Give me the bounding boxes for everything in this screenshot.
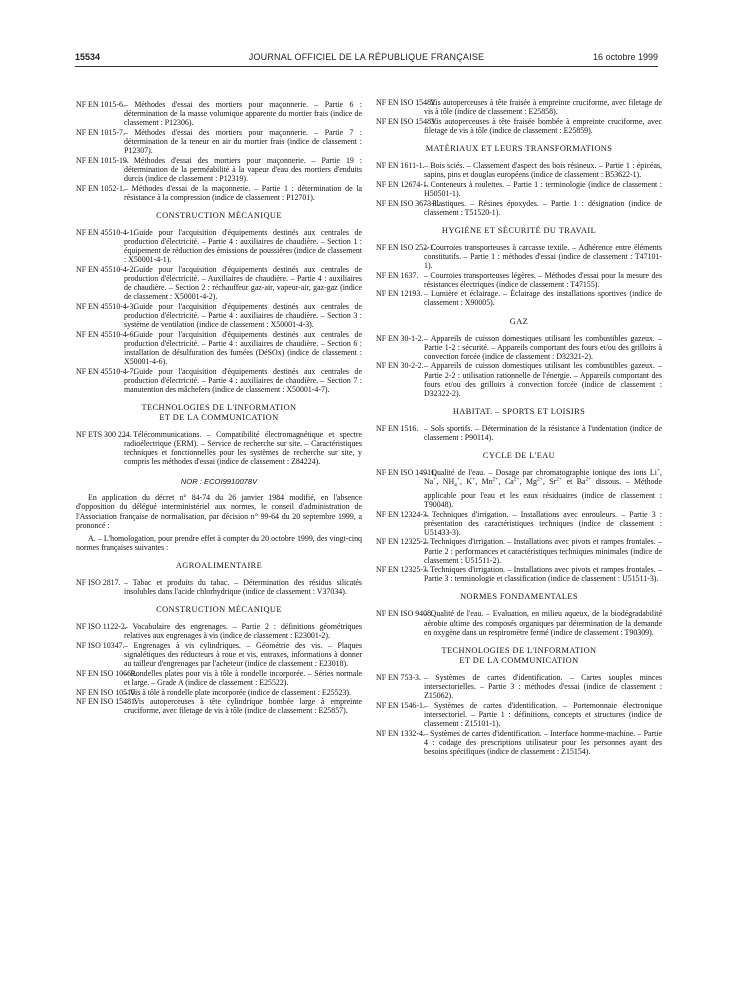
norm-text: – Guide pour l'acquisition d'équipements destinés aux centrales de production d'électricité. – Partie 4 : auxiliaires de chaudière. – Section 3 : système de ventilation (indice de classement : X50001-4-3). bbox=[124, 301, 362, 329]
norm-code: NF EN 45510-4-7. bbox=[76, 366, 136, 376]
norm-text: – Systèmes de cartes d'identification. – Interface homme-machine. – Partie 4 : codage des prescriptions utilisateur pour les personnes ayant des besoins spécifiques (indice de classement : Z15154). bbox=[424, 728, 662, 756]
norm-code: NF EN ISO 10510. bbox=[76, 687, 137, 697]
norm-text: – Appareils de cuisson domestiques utilisant les combustibles gazeux. – Partie 1-2 : sécurité. – Appareils comportant des fours et/ou des grilloirs à convection forcée (indice de classement : D32321-2). bbox=[424, 333, 662, 361]
norm-text: – Systèmes de cartes d'identification. – Portemonnaie électronique intersectoriel. – Partie 1 : définitions, concepts et structures (indice de classement : Z15101-1). bbox=[424, 700, 662, 728]
norm-entry bbox=[76, 367, 362, 394]
norm-entry bbox=[376, 199, 662, 217]
norm-text: – Guide pour l'acquisition d'équipements destinés aux centrales de production d'électricité. – Auxiliaires de chaudière. – Partie 4 : auxiliaires de chaudière. – Section 2 : réchauffeur gaz-air, vapeur-air, gaz-gaz (indice de classement : X50001-4-2). bbox=[124, 264, 362, 302]
norm-entry bbox=[376, 537, 662, 564]
norm-text: – Vis à tôle à rondelle plate incorporée (indice de classement : E25523). bbox=[124, 687, 352, 697]
norm-text: – Méthodes d'essai des mortiers pour maçonnerie. – Partie 6 : détermination de la masse volumique apparente du mortier frais (indice de classement : P12306). bbox=[124, 100, 362, 128]
norm-code: NF ETS 300 224. bbox=[76, 429, 132, 439]
norm-entry bbox=[76, 228, 362, 264]
norm-text: – Vis autoperceuses à tête cylindrique bombée large à empreinte cruciforme, avec filetage de vis à tôle (indice de classement : E25857). bbox=[124, 697, 362, 716]
norm-entry bbox=[76, 430, 362, 466]
section-heading: CONSTRUCTION MÉCANIQUE bbox=[156, 605, 282, 615]
section-heading-line: TECHNOLOGIES DE L'INFORMATION bbox=[141, 402, 297, 412]
page-header bbox=[75, 52, 658, 64]
left-column bbox=[76, 100, 362, 716]
norm-text: – Techniques d'irrigation. – Installations avec pivots et rampes frontales. – Partie 3 : terminologie et classification (indice de classement : U51511-3). bbox=[424, 565, 662, 584]
section-heading-line: ET DE LA COMMUNICATION bbox=[459, 655, 579, 665]
section-heading: GAZ bbox=[509, 316, 529, 326]
section-heading: HABITAT. – SPORTS ET LOISIRS bbox=[452, 406, 586, 416]
norm-text: – Guide pour l'acquisition d'équipements destinés aux centrales de production d'électricité. – Partie 4 : auxiliaires de chaudière. – Section 1 : équipement de réduction des émissions de poussières (indice de classement : X50001-4-1). bbox=[124, 227, 362, 265]
norm-code: NF EN 1052-1. bbox=[76, 183, 125, 193]
norm-text: – Vis autoperceuses à tête fraisée bombée à empreinte cruciforme, avec filetage de vis à tôle (indice de classement : E25859). bbox=[424, 116, 662, 135]
norm-code: NF EN ISO 15482. bbox=[376, 98, 437, 107]
section-heading: AGROALIMENTAIRE bbox=[175, 560, 263, 570]
norm-code: NF EN 12325-3. bbox=[376, 565, 429, 575]
norm-code: NF EN 1015-7. bbox=[76, 127, 125, 137]
norm-text: – Conteneurs à roulettes. – Partie 1 : terminologie (indice de classement : H50501-1). bbox=[424, 179, 662, 198]
norm-code: NF EN 12325-2. bbox=[376, 537, 429, 547]
norm-entry bbox=[376, 673, 662, 700]
norm-code: NF EN 1637. bbox=[376, 270, 419, 280]
norm-entry bbox=[376, 609, 662, 636]
norm-text: – Courroies transporteuses légères. – Méthodes d'essai pour la mesure des résistances électriques (indice de classement : T47155). bbox=[424, 270, 662, 289]
norm-entry bbox=[376, 334, 662, 361]
norm-text: – Lumière et éclairage. – Éclairage des installations sportives (indice de classement : X90005). bbox=[424, 289, 662, 308]
homologation-paragraph: A. – L'homologation, pour prendre effet à compter du 20 octobre 1999, des vingt-cinq normes françaises suivantes : bbox=[76, 533, 362, 552]
norm-entry bbox=[376, 729, 662, 756]
section-heading: CONSTRUCTION MÉCANIQUE bbox=[156, 210, 282, 220]
norm-text: – Engrenages à vis cylindriques. – Géométrie des vis. – Plaques signalétiques des réducteurs à roue et vis, entraxes, informations à donner au tailleur d'engrenages par l'acheteur (indice de classement : E23018). bbox=[124, 640, 362, 669]
norm-entry bbox=[76, 641, 362, 668]
norm-code: NF EN 12324-3. bbox=[376, 509, 429, 519]
norm-entry bbox=[76, 128, 362, 155]
norm-entry bbox=[76, 688, 362, 697]
section-heading-line: ET DE LA COMMUNICATION bbox=[159, 412, 279, 422]
norm-code: NF EN 753-3. bbox=[376, 672, 421, 682]
norm-code: NF EN 1611-1. bbox=[376, 160, 425, 170]
norm-text: – Rondelles plates pour vis à tôle à rondelle incorporée. – Séries normale et large. – Grade A (indice de classement : E25522). bbox=[124, 668, 362, 687]
norm-text: – Courroies transporteuses à carcasse textile. – Adhérence entre éléments constitutifs. – Partie 1 : méthodes d'essai (indice de classement : T47101-1). bbox=[424, 242, 662, 270]
norm-code: NF EN 1546-1. bbox=[376, 700, 425, 710]
decision-paragraph: En application du décret n° 84-74 du 26 janvier 1984 modifié, en l'absence d'opposition du délégué interministériel aux normes, le conseil d'administration de l'Association française de normalisation, par décision n° 99-64 du 20 septembre 1999, a prononcé : bbox=[76, 493, 362, 530]
section-heading: MATÉRIAUX ET LEURS TRANSFORMATIONS bbox=[425, 143, 613, 153]
norm-entry bbox=[376, 701, 662, 728]
norm-code: NF EN 1516. bbox=[376, 423, 419, 433]
norm-text: – Bois sciés. – Classement d'aspect des bois résineux. – Partie 1 : épicéas, sapins, pins et douglas européens (indice de classement : B53622-1). bbox=[424, 160, 662, 180]
section-heading-line: TECHNOLOGIES DE L'INFORMATION bbox=[441, 645, 597, 655]
section-heading: CYCLE DE L'EAU bbox=[482, 451, 556, 460]
norm-text: – Méthodes d'essai des mortiers pour maçonnerie. – Partie 19 : détermination de la perméabilité à la vapeur d'eau des mortiers d'enduits durcis (indice de classement : P12319). bbox=[124, 155, 362, 183]
norm-entry bbox=[376, 510, 662, 537]
norm-entry bbox=[76, 156, 362, 183]
norm-entry bbox=[76, 330, 362, 366]
norm-text: – Techniques d'irrigation. – Installations avec pivots et rampes frontales. – Partie 2 : performances et caractéristiques techniques minimales (indice de classement : U51511-2). bbox=[424, 537, 662, 565]
section-heading bbox=[76, 403, 362, 423]
norm-text: – Techniques d'irrigation. – Installations avec enrouleurs. – Partie 3 : présentation des caractéristiques techniques (indice de classement : U51433-3). bbox=[424, 509, 662, 537]
norm-entry bbox=[76, 265, 362, 301]
norm-entry bbox=[376, 243, 662, 270]
norm-entry bbox=[376, 289, 662, 307]
right-column bbox=[376, 98, 662, 756]
norm-code: NF EN 12674-1. bbox=[376, 179, 429, 189]
nor-reference: NOR : ECOI9910078V bbox=[180, 477, 258, 487]
section-heading: NORMES FONDAMENTALES bbox=[460, 592, 578, 602]
norm-code: NF EN 30-1-2. bbox=[376, 333, 424, 343]
norm-code: NF ISO 1122-2. bbox=[76, 622, 127, 632]
norm-entry bbox=[376, 565, 662, 583]
norm-entry bbox=[76, 184, 362, 202]
norm-code: NF EN ISO 15483. bbox=[376, 116, 437, 126]
norm-code: NF EN 12193. bbox=[376, 289, 423, 299]
norm-entry bbox=[376, 180, 662, 198]
norm-entry bbox=[376, 424, 662, 442]
norm-code: NF EN ISO 9408. bbox=[376, 609, 433, 619]
norm-text: – Qualité de l'eau. – Evaluation, en milieu aqueux, de la biodégradabilité aérobie ultime des composés organiques par détermination de la demande en oxygène dans un respiromètre fermé (indice de classement : T90309). bbox=[424, 609, 662, 637]
norm-code: NF EN 45510-4-3. bbox=[76, 301, 136, 311]
norm-entry bbox=[76, 669, 362, 687]
issue-date: 16 octobre 1999 bbox=[592, 52, 658, 62]
section-heading: HYGIÈNE ET SÉCURITÉ DU TRAVAIL bbox=[441, 225, 597, 235]
norm-code: NF EN ISO 3673-1. bbox=[376, 198, 440, 208]
norm-entry bbox=[376, 468, 662, 509]
section-heading bbox=[376, 646, 662, 666]
norm-entry bbox=[76, 697, 362, 715]
header-rule bbox=[75, 66, 658, 67]
norm-code: NF EN 45510-4-2. bbox=[76, 264, 136, 274]
norm-entry bbox=[376, 271, 662, 289]
norm-text: – Tabac et produits du tabac. – Détermination des résidus silicatés insolubles dans l'acide chlorhydrique (indice de classement : V37034). bbox=[124, 577, 362, 596]
norm-entry bbox=[76, 622, 362, 640]
norm-entry bbox=[376, 98, 662, 116]
norm-code: NF EN ISO 252-1. bbox=[376, 242, 436, 252]
norm-entry bbox=[376, 361, 662, 397]
norm-code: NF EN ISO 15481. bbox=[76, 697, 137, 707]
norm-text: – Qualité de l'eau. – Dosage par chromatographie ionique des ions Li+, Na+, $NH_4^+$, K+, $Mn^{2+}$, $Ca^{2+}$, $Mg^{2+}$, $Sr^{2+}$ et $Ba^{2+}$ dissous. – Méthode applicable pour l'eau et les eaux résiduaires (indice de classement : T90048). bbox=[424, 467, 662, 509]
norm-code: NF EN 45510-4-1. bbox=[76, 227, 136, 237]
norm-code: NF EN 30-2-2. bbox=[376, 361, 424, 371]
norm-code: NF ISO 2817. bbox=[76, 577, 121, 587]
page-number: 15534 bbox=[75, 52, 101, 62]
norm-text: – Guide pour l'acquisition d'équipements destinés aux centrales de production d'électricité. – Partie 4 : auxiliaires de chaudière. – Section 7 : manutention des mâchefers (indice de classement : X50001-4-7). bbox=[124, 366, 362, 394]
norm-text: – Appareils de cuisson domestiques utilisant les combustibles gazeux. – Partie 2-2 : utilisation rationnelle de l'énergie. – Appareils comportant des fours et/ou des grilloirs à convection forcée (indice de classement : D32322-2). bbox=[424, 361, 662, 398]
norm-text: – Sols sportifs. – Détermination de la résistance à l'indentation (indice de classement : P90114). bbox=[424, 423, 662, 442]
norm-text: – Vis autoperceuses à tête fraisée à empreinte cruciforme, avec filetage de vis à tôle (indice de classement : E25858). bbox=[424, 98, 662, 117]
journal-title: JOURNAL OFFICIEL DE LA RÉPUBLIQUE FRANÇAISE bbox=[248, 52, 485, 62]
norm-entry bbox=[76, 100, 362, 127]
norm-code: NF EN ISO 14911. bbox=[376, 468, 437, 477]
norm-text: – Méthodes d'essai des mortiers pour maçonnerie. – Partie 7 : détermination de la teneur en air du mortier frais (indice de classement : P12307). bbox=[124, 127, 362, 156]
norm-text: – Méthodes d'essai de la maçonnerie. – Partie 1 : détermination de la résistance à la compression (indice de classement : P12701). bbox=[124, 183, 362, 202]
norm-text: – Systèmes de cartes d'identification. – Cartes souples minces intersectorielles. – Partie 3 : méthodes d'essai (indice de classement : Z15062). bbox=[424, 672, 662, 700]
norm-entry bbox=[76, 578, 362, 596]
norm-code: NF EN 1015-6. bbox=[76, 100, 125, 109]
norm-text: – Plastiques. – Résines époxydes. – Partie 1 : désignation (indice de classement : T51520-1). bbox=[424, 198, 662, 217]
norm-entry bbox=[376, 117, 662, 135]
norm-text: – Guide pour l'acquisition d'équipements destinés aux centrales de production d'électricité. – Partie 4 : auxiliaires de chaudière. – Section 6 : installation de désulfuration des fumées (DéSOx) (indice de classement : X50001-4-6). bbox=[124, 329, 362, 366]
norm-code: NF ISO 10347. bbox=[76, 640, 125, 650]
norm-code: NF EN 1015-19. bbox=[76, 155, 129, 165]
norm-text: – Télécommunications. – Compatibilité électromagnétique et spectre radioélectrique (ERM). – Service de recherche sur site. – Caractéristiques techniques et fonctionnelles pour les systèmes de recherche sur site, y compris les méthodes d'essai (indice de classement : Z84224). bbox=[124, 429, 362, 467]
norm-code: NF EN ISO 10669. bbox=[76, 668, 137, 678]
norm-entry bbox=[376, 161, 662, 179]
norm-code: NF EN 45510-4-6. bbox=[76, 329, 136, 339]
norm-entry bbox=[76, 302, 362, 329]
norm-code: NF EN 1332-4. bbox=[376, 728, 425, 738]
norm-text: – Vocabulaire des engrenages. – Partie 2 : définitions géométriques relatives aux engrenages à vis (indice de classement : E23001-2). bbox=[124, 622, 362, 641]
